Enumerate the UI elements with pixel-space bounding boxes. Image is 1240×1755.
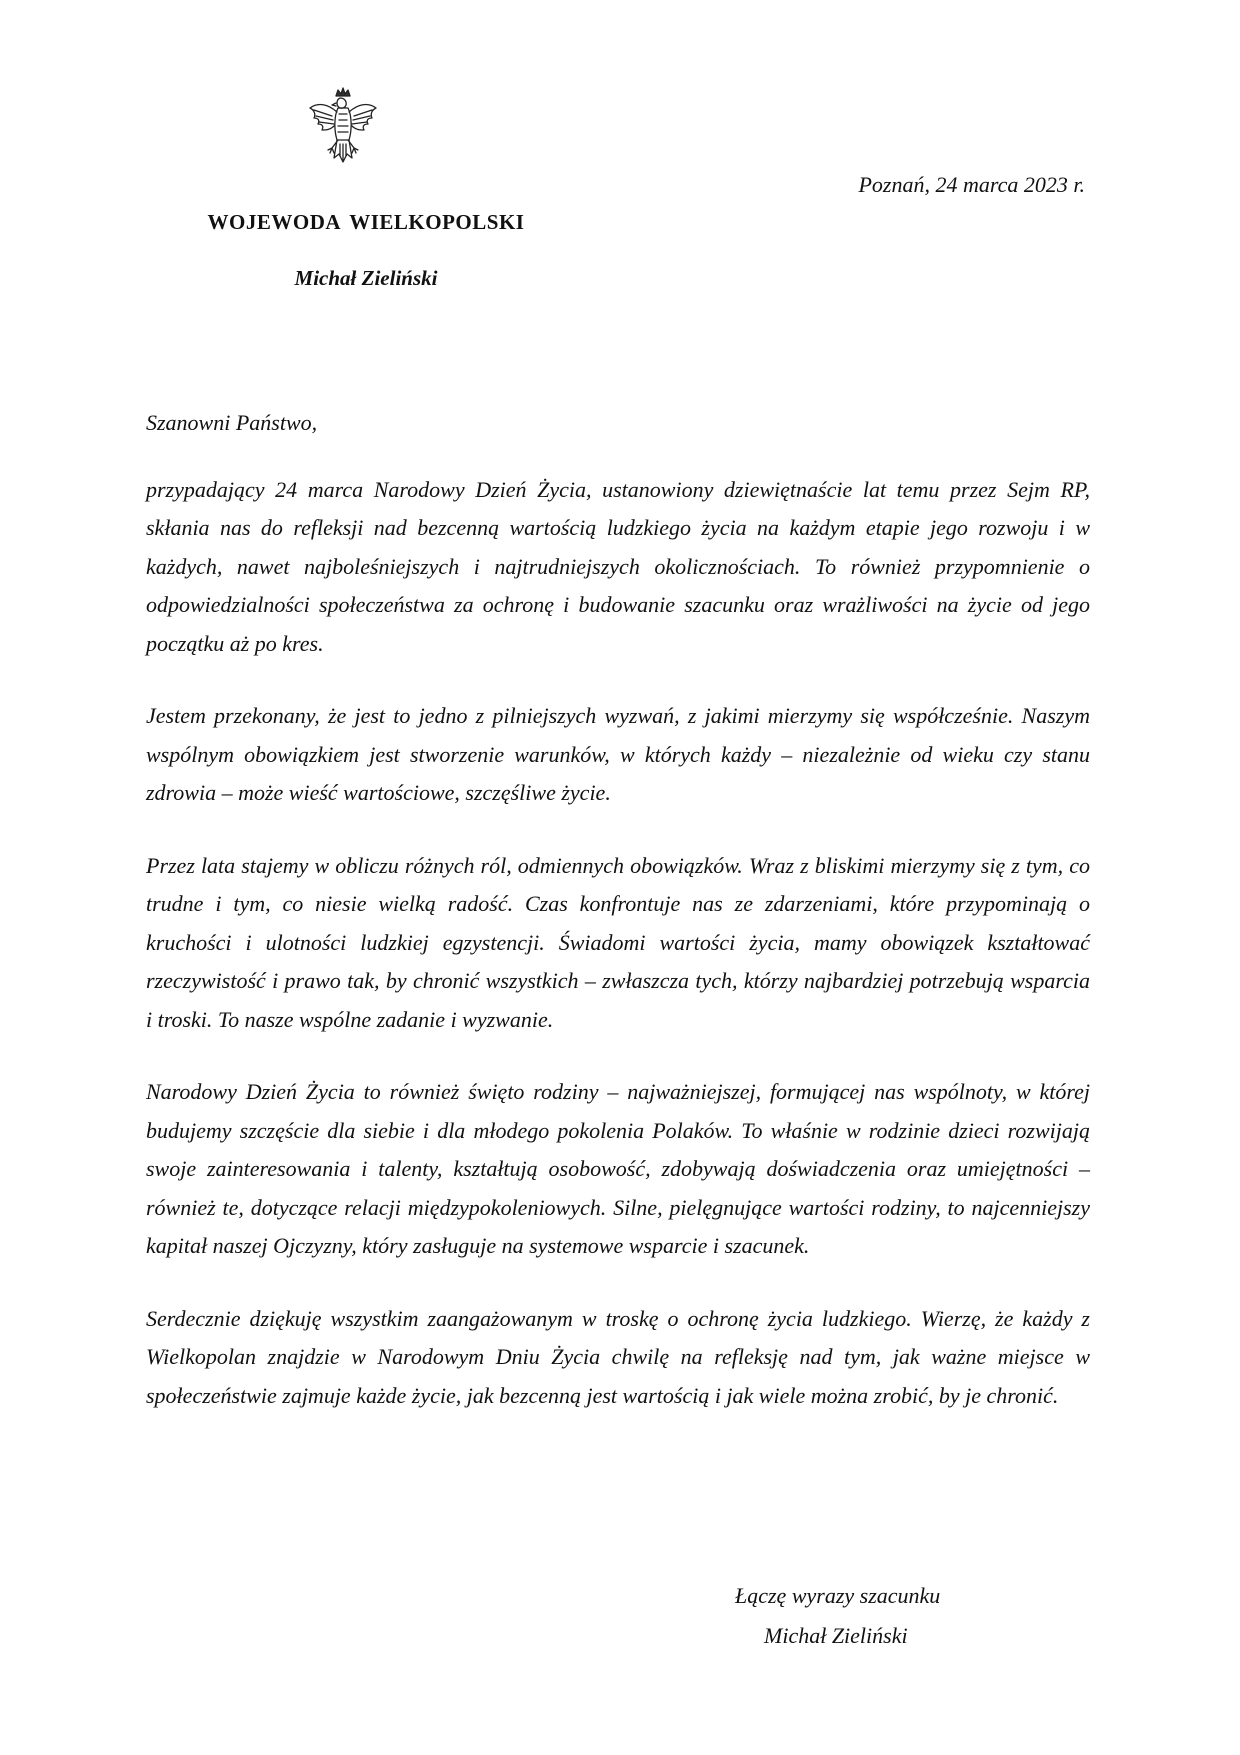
office-title: WOJEWODA WIELKOPOLSKI	[207, 210, 525, 234]
signature-name: Michał Zieliński	[764, 1623, 908, 1648]
closing-phrase: Łączę wyrazy szacunku	[735, 1583, 941, 1608]
paragraph-4: Narodowy Dzień Życia to również święto rodziny – najważniejszej, formującej nas wspólnoty, w której budujemy szczęście dla siebie i dla młodego pokolenia Polaków. To właśnie w rodzinie dzieci rozwijają swoje zainteresowania i talenty, kształtują osobowość, zdobywają doświadczenia oraz umiejętności – również te, dotyczące relacji międzypokoleniowych. Silne, pielęgnujące wartości rodziny, to najcenniejszy kapitał naszej Ojczyzny, który zasługuje na systemowe wsparcie i szacunek.	[146, 1079, 1090, 1258]
paragraph-5: Serdecznie dziękuję wszystkim zaangażowanym w troskę o ochronę życia ludzkiego. Wierzę, że każdy z Wielkopolan znajdzie w Narodowym Dniu Życia chwilę na refleksję nad tym, jak ważne miejsce w społeczeństwie zajmuje każde życie, jak bezcenną jest wartością i jak wiele można zrobić, by je chronić.	[146, 1305, 1090, 1408]
paragraph-1: przypadający 24 marca Narodowy Dzień Życia, ustanowiony dziewiętnaście lat temu przez Sejm RP, skłania nas do refleksji nad bezcenną wartością ludzkiego życia na każdym etapie jego rozwoju i w każdych, nawet najboleśniejszych i najtrudniejszych okolicznościach. To również przypomnienie o odpowiedzialności społeczeństwa za ochronę i budowanie szacunku oraz wrażliwości na życie od jego początku aż po kres.	[146, 476, 1090, 656]
paragraph-3: Przez lata stajemy w obliczu różnych ról, odmiennych obowiązków. Wraz z bliskimi mierzymy się z tym, co trudne i tym, co niesie wielką radość. Czas konfrontuje nas ze zdarzeniami, które przypominają o kruchości i ulotności ludzkiej egzystencji. Świadomi wartości życia, mamy obowiązek kształtować rzeczywistość i prawo tak, by chronić wszystkich – zwłaszcza tych, którzy najbardziej potrzebują wsparcia i troski. To nasze wspólne zadanie i wyzwanie.	[146, 852, 1090, 1032]
salutation: Szanowni Państwo,	[146, 410, 318, 435]
letter-body	[146, 404, 1090, 1449]
place-date: Poznań, 24 marca 2023 r.	[858, 172, 1085, 197]
polish-eagle-emblem-icon	[306, 86, 380, 178]
author-name: Michał Zieliński	[294, 266, 438, 290]
paragraph-2: Jestem przekonany, że jest to jedno z pilniejszych wyzwań, z jakimi mierzymy się współcześnie. Naszym wspólnym obowiązkiem jest stworzenie warunków, w których każdy – niezależnie od wieku czy stanu zdrowia – może wieść wartościowe, szczęśliwe życie.	[146, 703, 1090, 805]
